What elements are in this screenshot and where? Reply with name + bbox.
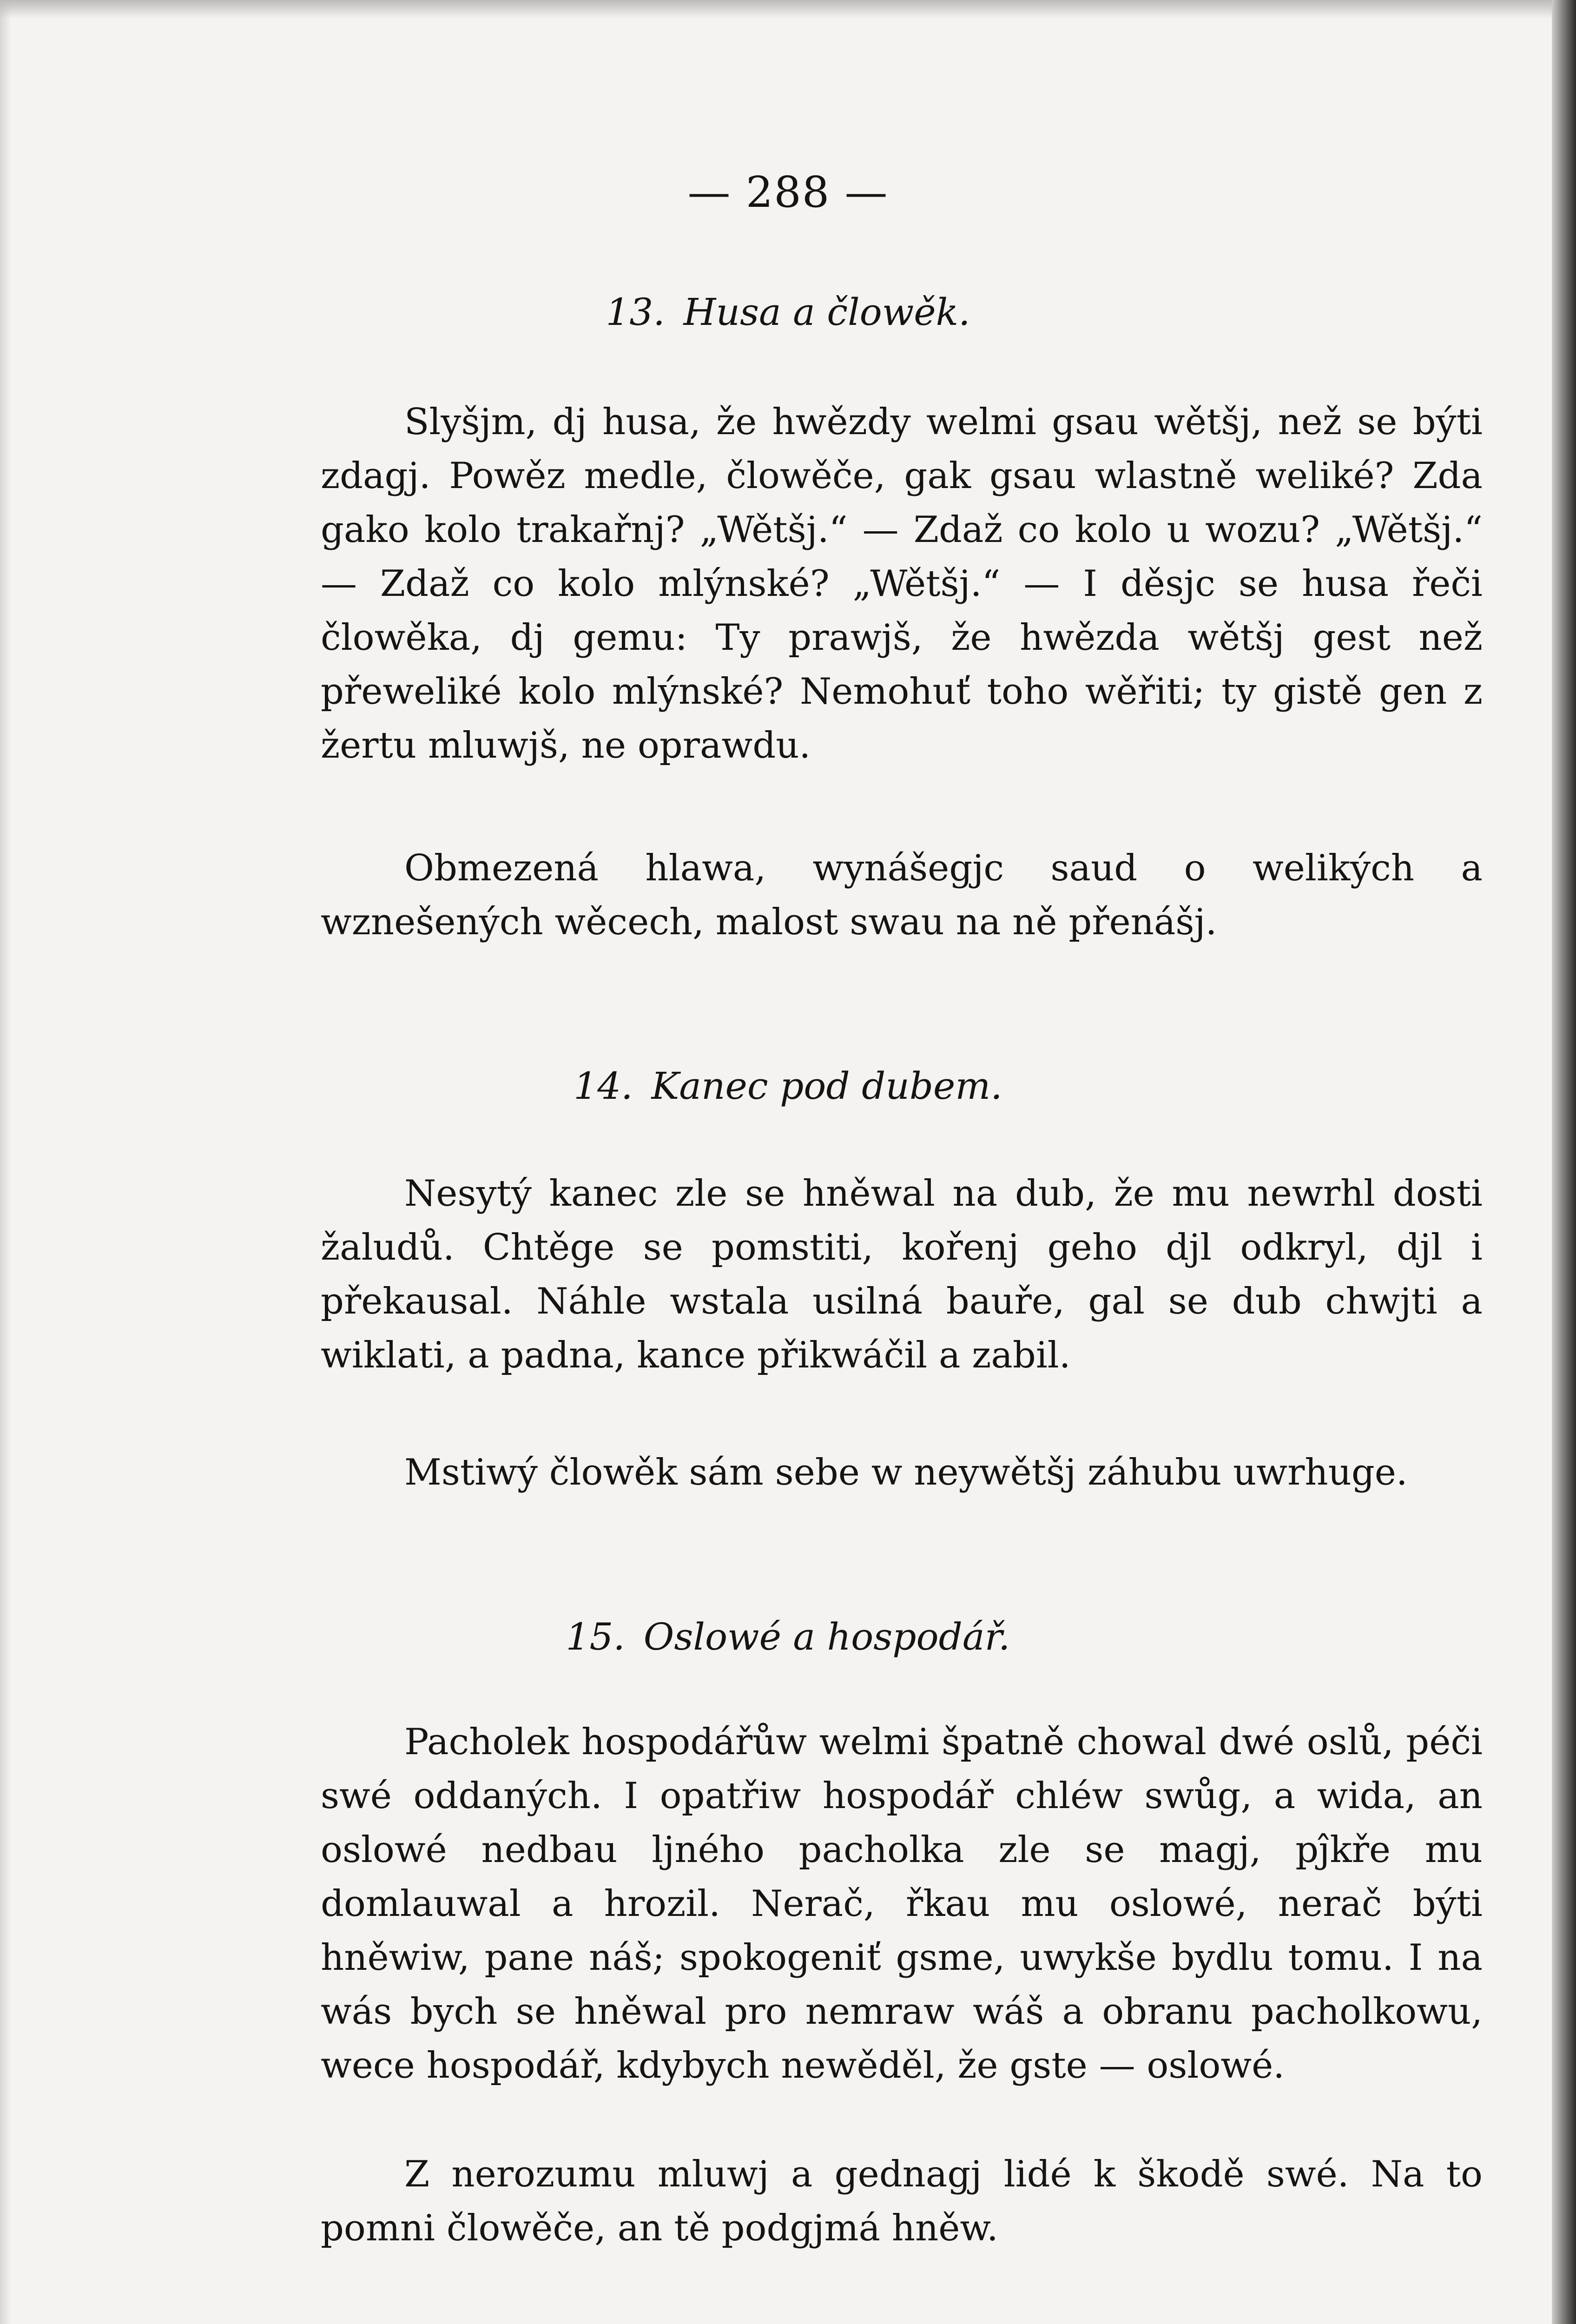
fable-heading — [0, 1615, 1576, 1658]
fable-heading — [0, 290, 1576, 334]
scan-edge-top — [0, 0, 1576, 19]
fable-paragraph: Nesytý kanec zle se hněwal na dub, že mu newrhl dosti žaludů. Chtěge se pomstiti, kořenj geho djl odkryl, djl i překausal. Náhle wstala usilná bauře, gal se dub chwjti a wiklati, a padna, kance přikwáčil a zabil. — [321, 1173, 1483, 1376]
fable-paragraph: Pacholek hospodářůw welmi špatně chowal dwé oslů, péči swé oddaných. I opatřiw hospodář chléw swůg, a wida, an oslowé nedbau ljného pacholka zle se magj, pĵkře mu domlauwal a hrozil. Nerač, řkau mu oslowé, nerač býti hněwiw, pane náš; spokogeniť gsme, uwykše bydlu tomu. I na wás bych se hněwal pro nemraw wáš a obranu pacholkowu, wece hospodář, kdybych newěděl, že gste — oslowé. — [321, 1721, 1483, 2086]
fable-moral: Mstiwý člowěk sám sebe w neywětšj záhubu uwrhuge. — [404, 1452, 1408, 1493]
fable-number: 14. — [574, 1064, 633, 1108]
fable-title: Husa a člowěk. — [683, 290, 970, 334]
fable-paragraph: Slyšjm, dj husa, že hwězdy welmi gsau wětšj, než se býti zdagj. Powěz medle, člowěče, gak gsau wlastně weliké? Zda gako kolo trakařnj? „Wětšj.“ — Zdaž co kolo u wozu? „Wětšj.“ — Zdaž co kolo mlýnské? „Wětšj.“ — I děsjc se husa řeči člowěka, dj gemu: Ty prawjš, že hwězda wětšj gest než přeweliké kolo mlýnské? Nemohuť toho wěřiti; ty gistě gen z žertu mluwjš, ne oprawdu. — [321, 401, 1483, 766]
scan-edge-right — [1552, 0, 1576, 2324]
page-number: — 288 — — [687, 167, 889, 217]
fable-moral: Obmezená hlawa, wynášegjc saud o welikých a wznešených wěcech, malost swau na ně přenášj. — [321, 847, 1483, 943]
fable-number: 13. — [606, 290, 665, 334]
fable-number: 15. — [566, 1615, 625, 1658]
fable-title: Kanec pod dubem. — [651, 1064, 1002, 1108]
fable-heading — [0, 1064, 1576, 1108]
scan-edge-left — [0, 0, 11, 2324]
fable-moral: Z nerozumu mluwj a gednagj lidé k škodě swé. Na to pomni člowěče, an tě podgjmá hněw. — [321, 2153, 1483, 2249]
fable-title: Oslowé a hospodář. — [643, 1615, 1010, 1658]
